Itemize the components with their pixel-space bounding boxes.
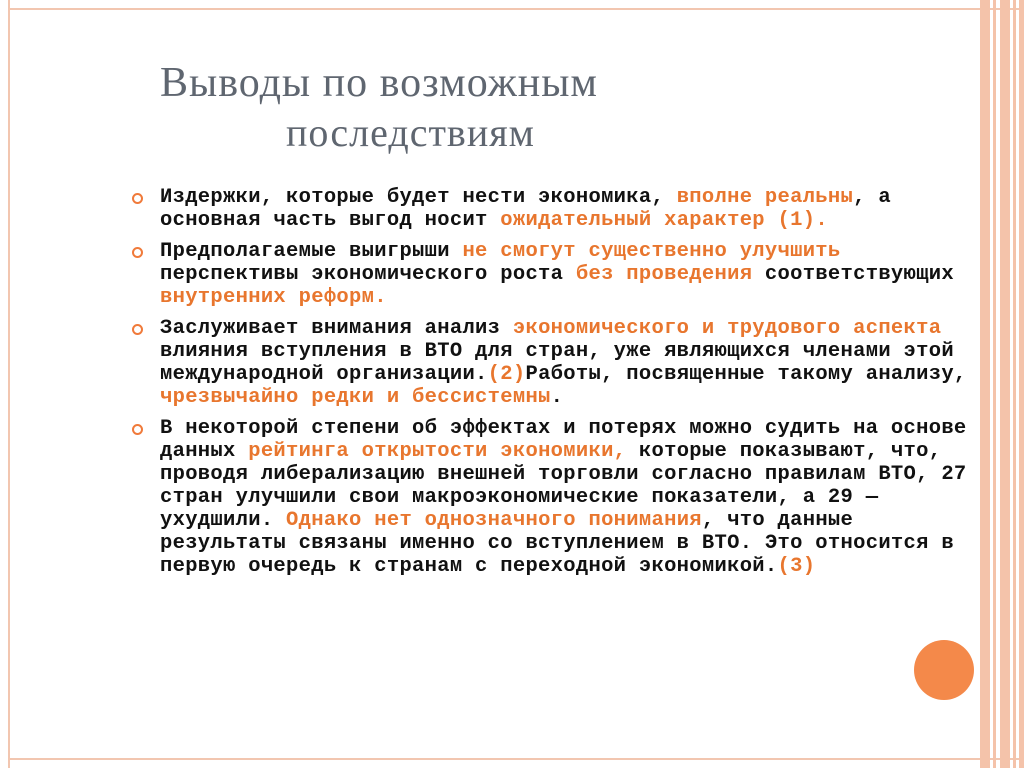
bullet-item [130, 417, 990, 578]
highlighted-text: чрезвычайно редки и бессистемны [160, 386, 551, 409]
decorative-stripe [993, 0, 996, 768]
highlighted-text: рейтинга открытости экономики, [248, 440, 627, 463]
bullet-list [130, 186, 990, 586]
slide-title [160, 58, 820, 158]
slide-title-line-1: Выводы по возможным [160, 60, 598, 106]
bullet-text: соответствующих [752, 263, 954, 286]
bullet-text: Предполагаемые выигрыши [160, 240, 463, 263]
bullet-text: , что данные результаты связаны именно со вступлением в ВТО. Это относится в первую очередь к странам с переходной экономикой. [160, 509, 954, 578]
highlighted-text: вполне реальны [676, 186, 854, 209]
bullet-item [130, 186, 990, 232]
decorative-circle [914, 640, 974, 700]
highlighted-text: не смогут существенно улучшить [462, 240, 841, 263]
bullet-text: которые показывают, что, проводя либерализацию внешней торговли согласно правилам ВТО, 27 стран улучшили свои макроэкономические показатели, а 29 — ухудшили. [160, 440, 967, 532]
slide-title-line-2: последствиям [286, 110, 535, 155]
highlighted-text: без проведения [575, 263, 753, 286]
bullet-marker-icon [132, 247, 143, 258]
bullet-text: Работы, посвященные такому анализу, [525, 363, 967, 386]
bullet-text: , а основная часть выгод носит [160, 186, 891, 232]
bullet-text: . [550, 386, 564, 409]
bullet-text: Издержки, которые будет нести экономика, [160, 186, 677, 209]
highlighted-text: ожидательный характер (1). [500, 209, 828, 232]
frame-left-line [8, 0, 10, 768]
decorative-stripe [1013, 0, 1016, 768]
highlighted-text: (3) [777, 555, 816, 578]
highlighted-text: Однако нет однозначного понимания [286, 509, 702, 532]
decorative-stripe [1000, 0, 1010, 768]
bullet-text: Заслуживает внимания анализ [160, 317, 513, 340]
highlighted-text: экономического и трудового аспекта [512, 317, 942, 340]
highlighted-text: (2) [487, 363, 526, 386]
frame-top-line [8, 8, 1024, 10]
bullet-marker-icon [132, 193, 143, 204]
frame-bottom-line [8, 758, 1024, 760]
bullet-text: перспективы экономического роста [160, 263, 576, 286]
bullet-text: В некоторой степени об эффектах и потерях можно судить на основе данных [160, 417, 967, 463]
highlighted-text: внутренних реформ. [160, 286, 387, 309]
bullet-marker-icon [132, 324, 143, 335]
decorative-stripe [1019, 0, 1024, 768]
bullet-text: влияния вступления в ВТО для стран, уже являющихся членами этой международной организации. [160, 340, 954, 386]
bullet-marker-icon [132, 424, 143, 435]
bullet-item [130, 240, 990, 309]
bullet-item [130, 317, 990, 409]
